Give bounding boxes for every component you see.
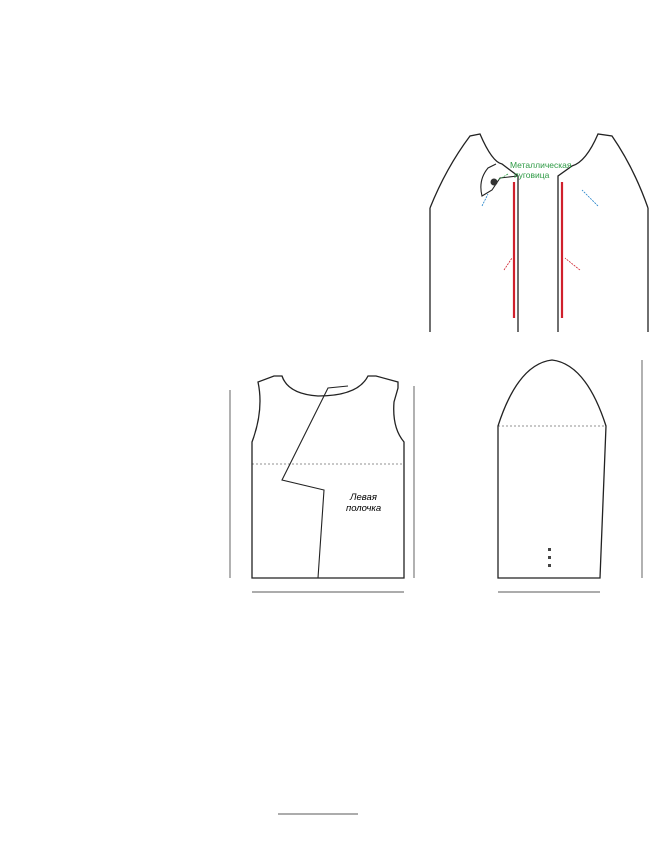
right-front-outline [558,134,648,332]
button-label: Металлическая пуговица [510,160,572,180]
legend [458,632,654,862]
sleeve-studs [548,548,551,567]
pattern-diagram [218,340,658,608]
front-label: Левая полочка [346,492,382,514]
front-line [282,386,348,578]
left-front-outline [430,134,518,332]
sleeve-outline [498,360,606,578]
scheme2-diagram [218,632,446,862]
body-outline [252,376,404,578]
schema-diagram [422,118,656,336]
metal-button-icon [491,179,498,186]
